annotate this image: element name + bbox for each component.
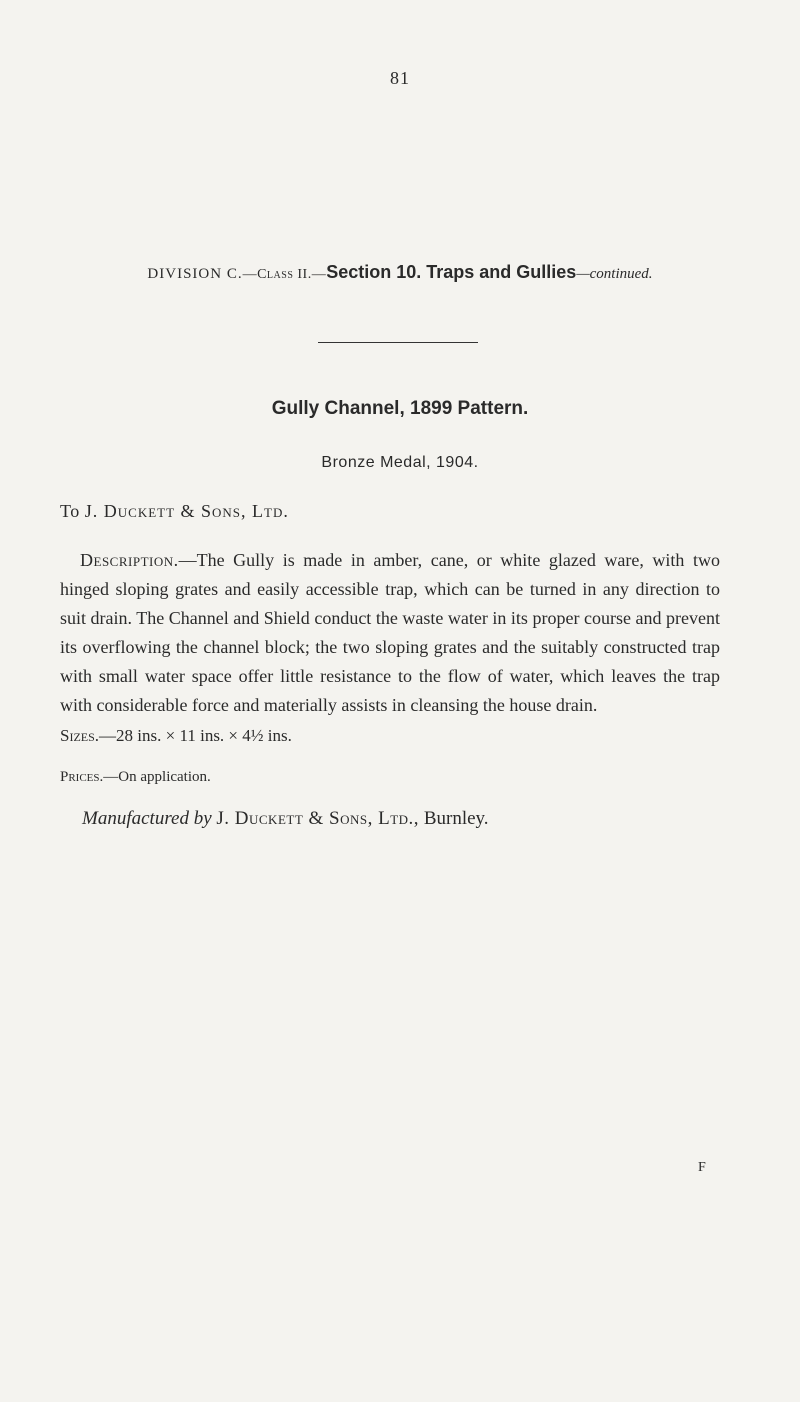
divider-rule xyxy=(318,342,478,343)
division-label: DIVISION C. xyxy=(147,266,243,282)
to-line xyxy=(60,501,289,522)
signature-mark: F xyxy=(698,1160,706,1175)
section-label: Section 10. Traps and Gullies xyxy=(326,262,577,282)
to-maker: J. Duckett & Sons, Ltd. xyxy=(84,501,289,521)
continued-label: —continued. xyxy=(576,266,653,282)
description-paragraph xyxy=(60,546,720,720)
manufacturer-line xyxy=(82,808,489,830)
description-label: Description. xyxy=(80,550,179,570)
sizes-line xyxy=(60,726,292,746)
prices-value: —On application. xyxy=(103,769,211,785)
sizes-label: Sizes. xyxy=(60,726,100,745)
manufacturer-place: Burnley. xyxy=(423,808,489,829)
sizes-value: —28 ins. × 11 ins. × 4½ ins. xyxy=(99,726,292,745)
manufacturer-prefix: Manufactured by xyxy=(82,808,212,829)
to-prefix: To xyxy=(60,501,80,521)
description-text: —The Gully is made in amber, cane, or white glazed ware, with two hinged sloping grates and easily accessible trap, which can be turned in any direction to suit drain. The Channel and Shield conduct the waste water in its proper course and prevent its overflowing the channel block; the two sloping grates and the suitably constructed trap with small water space offer little resistance to the flow of water, which leaves the trap with considerable force and materially assists in cleansing the house drain. xyxy=(60,550,720,715)
division-heading xyxy=(0,262,800,283)
award-line: Bronze Medal, 1904. xyxy=(321,454,479,471)
prices-line xyxy=(60,769,211,786)
page-number: 81 xyxy=(390,68,410,88)
prices-label: Prices. xyxy=(60,769,104,785)
manufacturer-name: J. Duckett & Sons, Ltd., xyxy=(216,808,420,829)
class-label: —Class II.— xyxy=(242,267,327,282)
product-title: Gully Channel, 1899 Pattern. xyxy=(271,398,529,419)
